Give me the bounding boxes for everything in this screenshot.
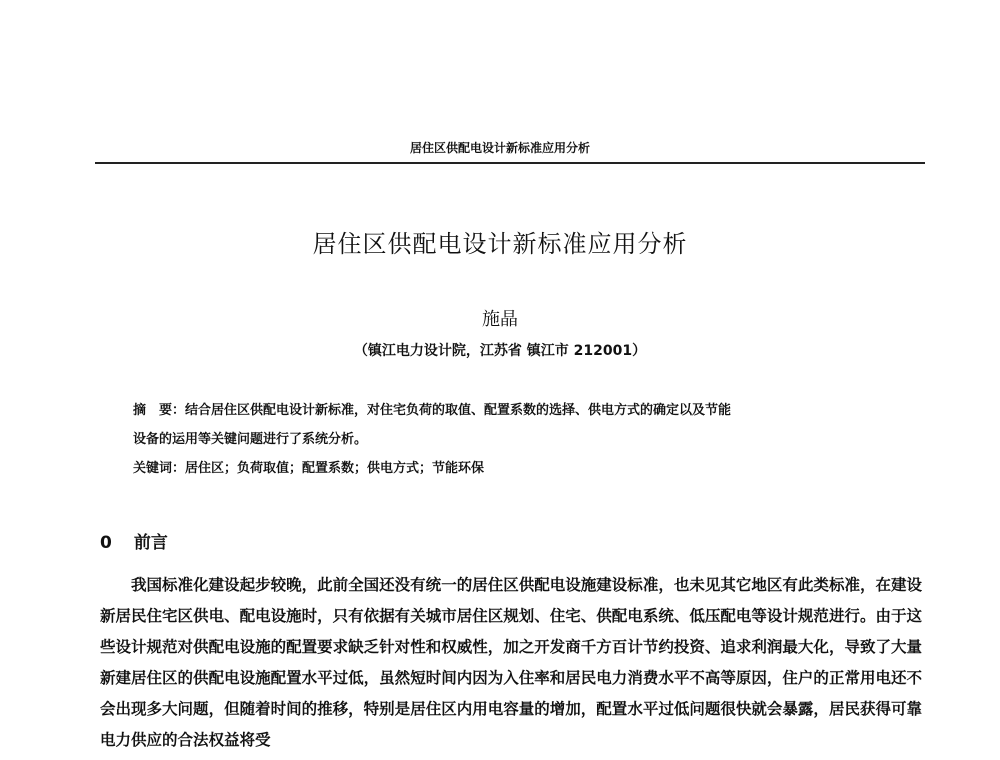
header-rule bbox=[95, 162, 925, 164]
body-paragraph: 我国标准化建设起步较晚，此前全国还没有统一的居住区供配电设施建设标准，也未见其它地区有此类标准，在建设新居民住宅区供电、配电设施时，只有依据有关城市居住区规划、住宅、供配电系统、低压配电等设计规范进行。由于这些设计规范对供配电设施的配置要求缺乏针对性和权威性，加之开发商千方百计节约投资、追求利润最大化，导致了大量新建居住区的供配电设施配置水平过低，虽然短时间内因为入住率和居民电力消费水平不高等原因，住户的正常用电还不会出现多大问题，但随着时间的推移，特别是居住区内用电容量的增加，配置水平过低问题很快就会暴露，居民获得可靠电力供应的合法权益将受 bbox=[100, 576, 922, 749]
abstract-text-2: 设备的运用等关键问题进行了系统分析。 bbox=[133, 432, 368, 447]
keywords-text: 居住区；负荷取值；配置系数；供电方式；节能环保 bbox=[185, 461, 485, 476]
section-number: 0 bbox=[100, 533, 112, 553]
paper-title: 居住区供配电设计新标准应用分析 bbox=[312, 230, 688, 258]
keywords-label: 关键词： bbox=[133, 461, 186, 476]
section-heading bbox=[100, 528, 168, 553]
abstract-text: 结合居住区供配电设计新标准，对住宅负荷的取值、配置系数的选择、供电方式的确定以及节能 bbox=[185, 403, 732, 418]
author: 施晶 bbox=[482, 309, 518, 330]
running-head: 居住区供配电设计新标准应用分析 bbox=[409, 141, 590, 155]
abstract-line-1 bbox=[133, 399, 731, 418]
affiliation: （镇江电力设计院，江苏省 镇江市 212001） bbox=[353, 343, 647, 359]
keywords bbox=[133, 457, 484, 476]
section-title: 前言 bbox=[133, 533, 168, 553]
abstract-label: 摘 要： bbox=[133, 403, 186, 418]
